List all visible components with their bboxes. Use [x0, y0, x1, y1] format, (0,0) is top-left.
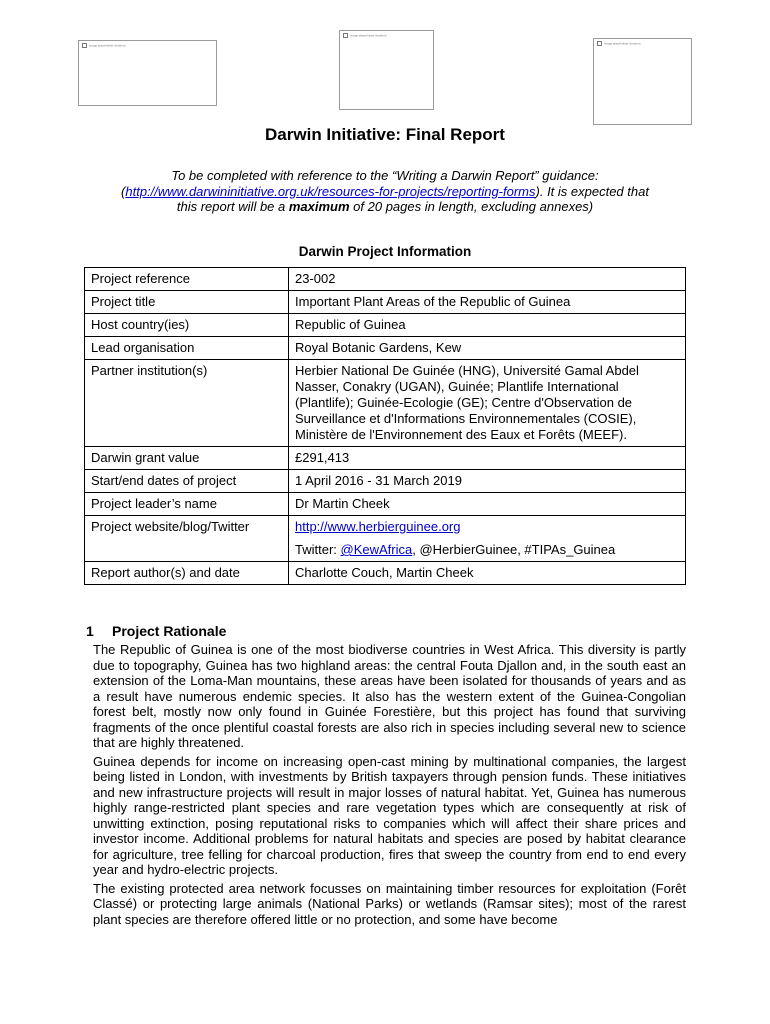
project-info-heading: Darwin Project Information — [298, 244, 472, 259]
value-lead-organisation: Royal Botanic Gardens, Kew — [289, 337, 686, 360]
guidance-maximum: maximum — [288, 199, 350, 214]
logo-center-alt-text: image placeholder (broken) — [343, 33, 387, 38]
label-host-country: Host country(ies) — [85, 314, 289, 337]
label-partner-institutions: Partner institution(s) — [85, 360, 289, 447]
paragraph-3: The existing protected area network focusses on maintaining timber resources for exploitation (Forêt Classé) or protecting large animals (National Parks) or wetlands (Ramsar sites); most of the rarest plant species are therefore offered little or no protection, and some have become — [93, 880, 686, 927]
guidance-text — [75, 168, 695, 215]
label-project-dates: Start/end dates of project — [85, 470, 289, 493]
value-project-reference: 23-002 — [289, 268, 686, 291]
table-row — [85, 314, 686, 337]
logo-left-alt-text: image placeholder (broken) — [82, 43, 126, 48]
twitter-prefix: Twitter: — [295, 542, 341, 557]
darwin-initiative-logo — [78, 40, 217, 106]
label-lead-organisation: Lead organisation — [85, 337, 289, 360]
label-project-title: Project title — [85, 291, 289, 314]
label-project-leader: Project leader’s name — [85, 493, 289, 516]
section-title: Project Rationale — [112, 623, 227, 639]
twitter-kewafrica-link[interactable]: @KewAfrica — [340, 542, 413, 557]
value-project-website — [289, 516, 686, 562]
table-row — [85, 360, 686, 447]
table-row — [85, 291, 686, 314]
guidance-line-3 — [75, 199, 695, 215]
uk-government-logo — [339, 30, 434, 110]
guidance-line3-pre: this report will be a — [176, 199, 289, 214]
website-link[interactable]: http://www.herbierguinee.org — [295, 519, 461, 534]
guidance-after-link: ). It is expected that — [535, 183, 649, 199]
value-host-country: Republic of Guinea — [289, 314, 686, 337]
value-partner-institutions: Herbier National De Guinée (HNG), Université Gamal Abdel Nasser, Conakry (UGAN), Guinée; Plantlife International (Plantlife); Guinée-Ecologie (GE); Centre d'Observation de Surveillance et d'Informations Environnementales (COSIE), Ministère de l'Environnement des Eaux et Forêts (MEEF). — [289, 360, 686, 447]
label-project-reference: Project reference — [85, 268, 289, 291]
table-row — [85, 493, 686, 516]
label-report-authors: Report author(s) and date — [85, 562, 289, 585]
table-row — [85, 447, 686, 470]
table-row — [85, 470, 686, 493]
section-number: 1 — [86, 623, 94, 639]
value-project-title: Important Plant Areas of the Republic of Guinea — [289, 291, 686, 314]
section-1-heading — [86, 623, 226, 639]
section-1-body — [93, 642, 686, 930]
table-row — [85, 337, 686, 360]
value-project-leader: Dr Martin Cheek — [289, 493, 686, 516]
guidance-line3-post: of 20 pages in length, excluding annexes) — [349, 199, 594, 214]
paragraph-1: The Republic of Guinea is one of the most biodiverse countries in West Africa. This diversity is partly due to topography, Guinea has two highland areas: the central Fouta Djallon and, in the south east an extension of the Loma-Man mountains, these areas have been isolated for thousands of years and as a result have numerous endemic species. It also has the western extent of the Guinea-Congolian forest belt, mostly now only found in Guinée Forestière, but this project has found that surviving fragments of the once plentiful coastal forests are also rich in species including several new to science that are highly threatened. — [93, 642, 686, 750]
report-title: Darwin Initiative: Final Report — [265, 125, 505, 144]
label-project-website: Project website/blog/Twitter — [85, 516, 289, 562]
guidance-line-2 — [75, 184, 695, 200]
value-project-dates: 1 April 2016 - 31 March 2019 — [289, 470, 686, 493]
table-row — [85, 516, 686, 562]
defra-logo — [593, 38, 692, 125]
twitter-line — [295, 542, 679, 558]
twitter-rest: , @HerbierGuinee, #TIPAs_Guinea — [412, 542, 616, 557]
table-row — [85, 562, 686, 585]
label-grant-value: Darwin grant value — [85, 447, 289, 470]
value-report-authors: Charlotte Couch, Martin Cheek — [289, 562, 686, 585]
guidance-open-paren: ( — [121, 183, 126, 199]
guidance-link[interactable]: http://www.darwininitiative.org.uk/resources-for-projects/reporting-forms — [125, 183, 536, 199]
logo-right-alt-text: image placeholder (broken) — [597, 41, 641, 46]
paragraph-2: Guinea depends for income on increasing open-cast mining by multinational companies, the largest being listed in London, with investments by British taxpayers through pension funds. These initiatives and new infrastructure projects will result in major losses of natural habitat. Yet, Guinea has numerous highly range-restricted plant species and rare vegetation types which are consequently at risk of unwitting extinction, posing reputational risks to companies which will affect their share prices and investor income. Additional problems for natural habitats and species are posed by habitat clearance for agriculture, tree felling for charcoal production, fires that sweep the country from end to end every year and hydro-electric projects. — [93, 753, 686, 877]
project-info-table — [84, 267, 686, 585]
table-row — [85, 268, 686, 291]
value-grant-value: £291,413 — [289, 447, 686, 470]
guidance-line-1: To be completed with reference to the “Writing a Darwin Report” guidance: — [171, 168, 599, 183]
